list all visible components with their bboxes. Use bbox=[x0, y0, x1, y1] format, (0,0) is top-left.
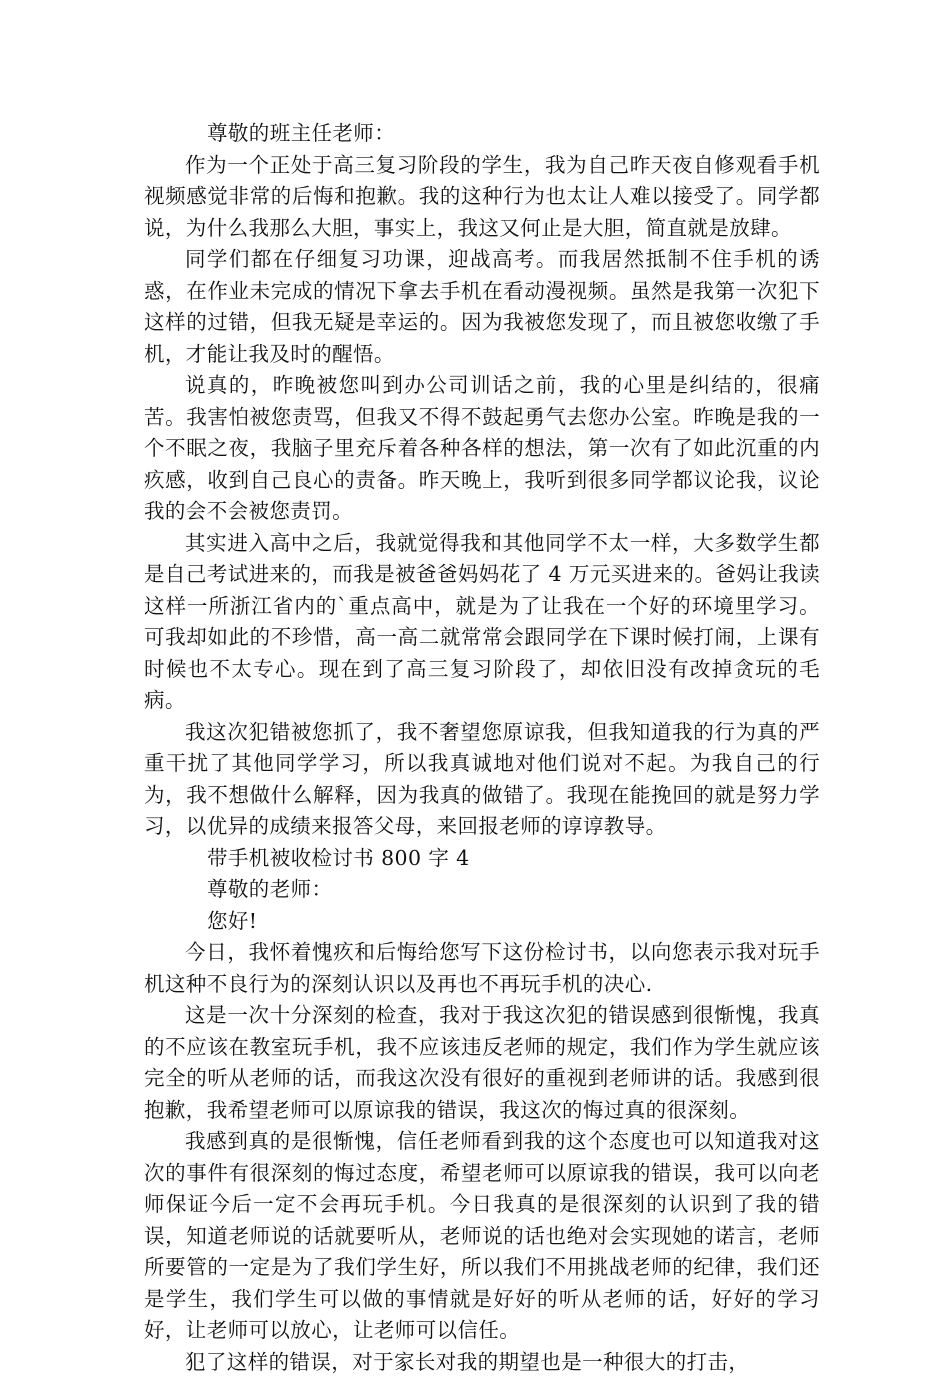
paragraph: 同学们都在仔细复习功课，迎战高考。而我居然抵制不住手机的诱惑，在作业未完成的情况下拿去手机在看动漫视频。虽然是我第一次犯下这样的过错，但我无疑是幸运的。因为我被您发现了，而且被您收缴了手机，才能让我及时的醒悟。 bbox=[144, 244, 820, 370]
salutation: 您好! bbox=[144, 906, 820, 938]
paragraph: 我感到真的是很惭愧，信任老师看到我的这个态度也可以知道我对这次的事件有很深刻的悔过态度，希望老师可以原谅我的错误，我可以向老师保证今后一定不会再玩手机。今日我真的是很深刻的认识到了我的错误，知道老师说的话就要听从，老师说的话也绝对会实现她的诺言，老师所要管的一定是为了我们学生好，所以我们不用挑战老师的纪律，我们还是学生，我们学生可以做的事情就是好好的听从老师的话，好好的学习好，让老师可以放心，让老师可以信任。 bbox=[144, 1126, 820, 1347]
paragraph: 今日，我怀着愧疚和后悔给您写下这份检讨书，以向您表示我对玩手机这种不良行为的深刻认识以及再也不再玩手机的决心. bbox=[144, 937, 820, 1000]
paragraph: 这是一次十分深刻的检查，我对于我这次犯的错误感到很惭愧，我真的不应该在教室玩手机，我不应该违反老师的规定，我们作为学生就应该完全的听从老师的话，而我这次没有很好的重视到老师讲的话。我感到很抱歉，我希望老师可以原谅我的错误，我这次的悔过真的很深刻。 bbox=[144, 1000, 820, 1126]
paragraph: 我这次犯错被您抓了，我不奢望您原谅我，但我知道我的行为真的严重干扰了其他同学学习，所以我真诚地对他们说对不起。为我自己的行为，我不想做什么解释，因为我真的做错了。我现在能挽回的就是努力学习，以优异的成绩来报答父母，来回报老师的谆谆教导。 bbox=[144, 717, 820, 843]
document-body bbox=[144, 118, 820, 1378]
paragraph: 其实进入高中之后，我就觉得我和其他同学不太一样，大多数学生都是自己考试进来的，而我是被爸爸妈妈花了 4 万元买进来的。爸妈让我读这样一所浙江省内的`重点高中，就是为了让我在一个好的环境里学习。可我却如此的不珍惜，高一高二就常常会跟同学在下课时候打闹，上课有时候也不太专心。现在到了高三复习阶段了，却依旧没有改掉贪玩的毛病。 bbox=[144, 528, 820, 717]
paragraph: 说真的，昨晚被您叫到办公司训话之前，我的心里是纠结的，很痛苦。我害怕被您责骂，但我又不得不鼓起勇气去您办公室。昨晚是我的一个不眠之夜，我脑子里充斥着各种各样的想法，第一次有了如此沉重的内疚感，收到自己良心的责备。昨天晚上，我听到很多同学都议论我，议论我的会不会被您责罚。 bbox=[144, 370, 820, 528]
paragraph: 犯了这样的错误，对于家长对我的期望也是一种很大的打击， bbox=[144, 1347, 820, 1378]
greeting: 尊敬的老师： bbox=[144, 874, 820, 906]
paragraph: 作为一个正处于高三复习阶段的学生，我为自己昨天夜自修观看手机视频感觉非常的后悔和抱歉。我的这种行为也太让人难以接受了。同学都说，为什么我那么大胆，事实上，我这又何止是大胆，简直就是放肆。 bbox=[144, 150, 820, 245]
section-title: 带手机被收检讨书 800 字 4 bbox=[144, 843, 820, 875]
greeting: 尊敬的班主任老师： bbox=[144, 118, 820, 150]
